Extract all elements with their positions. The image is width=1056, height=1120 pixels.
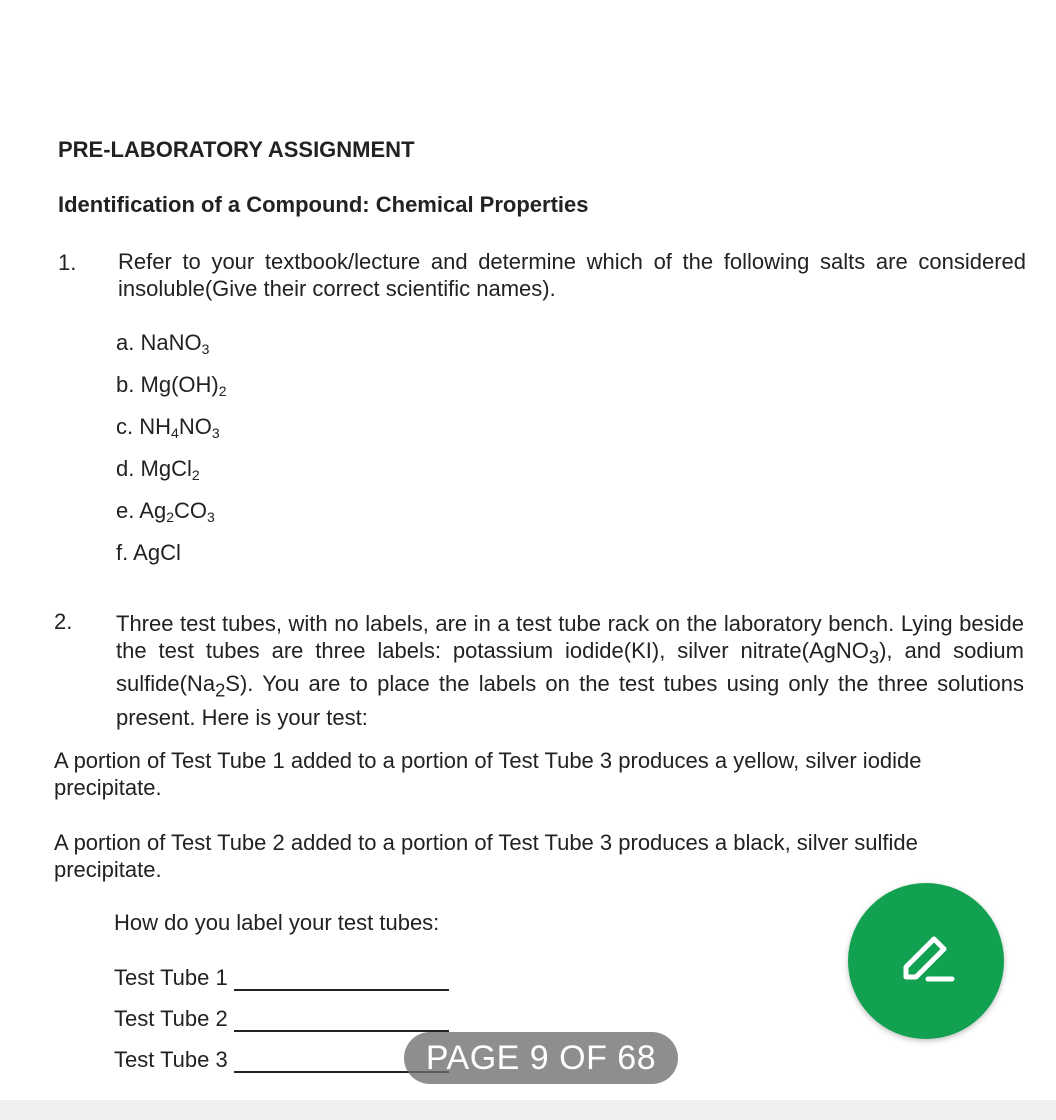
choice-letter: a. [116,330,135,355]
answer-blank [234,1010,449,1032]
question-1-number: 1. [58,250,77,275]
tube-label: Test Tube 1 [114,965,228,990]
choice-b [116,372,227,399]
choice-f [116,540,181,566]
choice-formula: $Mg(OH)_2$ [140,372,227,399]
viewer-bottom-strip [0,1100,1056,1120]
answer-blank [234,969,449,991]
question-2-number: 2. [54,609,73,634]
choice-letter: c. [116,414,134,439]
choice-formula: MgCl$_2$ [140,456,200,483]
page-heading: PRE-LABORATORY ASSIGNMENT [58,137,415,162]
label-prompt: How do you label your test tubes: [114,910,440,935]
tube-answer-row-1 [114,965,449,991]
choice-formula: $NH_4NO_3$ [139,414,220,441]
test-paragraph-1: A portion of Test Tube 1 added to a portion of Test Tube 3 produces a yellow, silver iodide precipitate. [54,748,922,800]
choice-letter: e. [116,498,135,523]
choice-formula: AgCl [133,540,181,565]
choice-d [116,456,200,483]
choice-c [116,414,220,441]
question-1-text: Refer to your textbook/lecture and determine which of the following salts are considered insoluble(Give their correct scientific names). [118,249,1026,301]
question-2-text: Three test tubes, with no labels, are in a test tube rack on the laboratory bench. Lying beside the test tubes are three labels: potassium iodide(KI), silver nitrate(AgNO$_3$), and sodium $sulfide(Na_2S)$. You are to place the labels on the test tubes using only the three solutions present. Here is your test: [116,611,1024,730]
choice-formula: NaNO$_3$ [140,330,210,357]
pencil-edit-icon [898,931,956,989]
tube-answer-row-3 [114,1047,449,1073]
choice-letter: b. [116,372,135,397]
test-paragraph-2: A portion of Test Tube 2 added to a portion of Test Tube 3 produces a black, silver sulfide precipitate. [54,830,918,882]
choice-e [116,498,215,525]
choice-letter: d. [116,456,135,481]
choice-formula: $Ag_2CO_3$ [139,498,215,525]
page-indicator: PAGE 9 OF 68 [404,1032,678,1084]
page-subheading: Identification of a Compound: Chemical Properties [58,192,589,217]
tube-label: Test Tube 3 [114,1047,228,1072]
tube-label: Test Tube 2 [114,1006,228,1031]
choice-letter: f. [116,540,129,565]
choice-a [116,330,209,357]
tube-answer-row-2 [114,1006,449,1032]
edit-fab-button[interactable] [848,883,1004,1039]
